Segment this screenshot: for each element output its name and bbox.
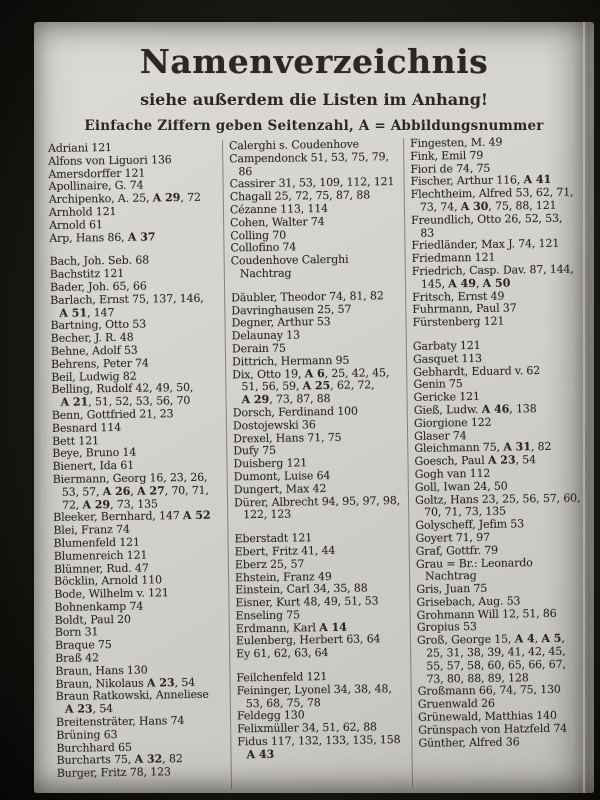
index-entry: Braque 75	[54, 638, 112, 653]
index-entry: Eulenberg, Herbert 63, 64	[235, 632, 381, 648]
index-entry: Campendonck 51, 53, 75, 79, 86	[229, 149, 389, 178]
index-entry: Belling, Rudolf 42, 49, 50, A 21, 51, 52, 53, 56, 70	[51, 381, 194, 409]
index-entry: Bartning, Otto 53	[50, 317, 147, 333]
index-entry: Ebert, Fritz 41, 44	[234, 543, 336, 559]
index-entry: Calerghi s. Coudenhove	[228, 137, 360, 153]
index-entry: Colling 70	[230, 228, 287, 242]
index-entry: Collofino 74	[230, 240, 297, 255]
index-entry: Gruenwald 26	[417, 696, 495, 712]
index-entry: Gleichmann 75, A 31, 82	[414, 440, 552, 456]
index-entry: Adriani 121	[47, 141, 112, 155]
index-entry: Bode, Wilhelm v. 121	[54, 586, 169, 601]
index-entry: Dürer, Albrecht 94, 95, 97, 98, 122, 123	[233, 493, 401, 522]
index-entry: Grisebach, Aug. 53	[416, 594, 521, 609]
page-title: Namenverzeichnis	[139, 42, 489, 81]
index-entry: Cézanne 113, 114	[229, 201, 329, 217]
index-entry: Goltz, Hans 23, 25, 56, 57, 60, 70, 71, 73, 135	[414, 491, 581, 520]
index-entry: Dostojewski 36	[232, 417, 316, 433]
index-entry: Behne, Adolf 53	[50, 343, 138, 358]
index-entry: Fritsch, Ernst 49	[412, 289, 505, 304]
index-entry: Einstein, Carl 34, 35, 88	[235, 581, 368, 597]
index-entry: Gieß, Ludw. A 46, 138	[413, 402, 537, 417]
index-entry: Gropius 53	[416, 620, 477, 635]
legend-note: Einfache Ziffern geben Seitenzahl, A = Abbildungsnummer	[84, 118, 544, 134]
index-section	[229, 138, 398, 281]
index-entry: Bach, Joh. Seb. 68	[49, 253, 150, 269]
index-entry: Feldegg 130	[236, 708, 305, 723]
index-entry: Ehstein, Franz 49	[234, 569, 332, 584]
index-entry: Arnhold 121	[48, 204, 117, 219]
index-entry: Dufy 75	[233, 444, 277, 458]
index-entry: Bett 121	[52, 433, 99, 448]
index-entry: Blumenfeld 121	[53, 535, 140, 550]
index-page	[34, 22, 594, 793]
index-entry: Bienert, Ida 61	[52, 458, 135, 474]
index-section	[236, 670, 404, 762]
index-entry: Fürstenberg 121	[412, 314, 505, 329]
index-entry: Günther, Alfred 36	[418, 735, 520, 750]
index-entry: Grünspach von Hatzfeld 74	[418, 721, 568, 737]
index-entry: Däubler, Theodor 74, 81, 82	[231, 289, 384, 305]
index-entry: Burchhard 65	[56, 740, 132, 755]
index-entry: Davringhausen 25, 57	[231, 302, 352, 317]
index-entry: Amersdorffer 121	[48, 166, 146, 181]
index-entry: Bachstitz 121	[49, 267, 125, 282]
index-entry: Felixmüller 34, 51, 62, 88	[237, 720, 377, 736]
index-entry: Gericke 121	[413, 390, 480, 404]
page-subtitle: siehe außerdem die Listen im Anhang!	[140, 90, 488, 109]
index-entry: Bohnenkamp 74	[54, 599, 144, 614]
index-section	[50, 254, 224, 781]
page-header	[34, 42, 594, 134]
index-entry: Feininger, Lyonel 34, 38, 48, 53, 68, 75, 78	[236, 682, 392, 710]
index-entry: Apollinaire, G. 74	[48, 178, 144, 194]
index-entry: Eberz 25, 57	[234, 557, 305, 572]
index-entry: Barlach, Ernst 75, 137, 146, A 51, 147	[50, 291, 204, 320]
index-entry: Arnold 61	[49, 217, 103, 232]
index-entry: Dix, Otto 19, A 6, 25, 42, 45, 51, 56, 59, A 25, 62, 72, A 29, 73, 87, 88	[232, 365, 390, 407]
index-section	[413, 338, 586, 750]
index-entry: Goll, Iwan 24, 50	[414, 479, 508, 494]
index-column-2	[222, 138, 412, 790]
index-entry: Alfons von Liguori 136	[48, 152, 172, 168]
index-entry: Breitensträter, Hans 74	[56, 714, 185, 729]
index-entry: Fidus 117, 132, 133, 135, 158 A 43	[237, 733, 401, 762]
index-entry: Giorgione 122	[413, 415, 492, 430]
index-entry: Biermann, Georg 16, 23, 26, 53, 57, A 26, A 27, 70, 71, 72, A 29, 73, 135	[52, 470, 209, 512]
index-section	[234, 531, 403, 661]
index-entry: Dittrich, Hermann 95	[231, 353, 350, 369]
index-entry: Feilchenfeld 121	[236, 670, 328, 685]
index-entry: Gogh van 112	[414, 466, 491, 481]
index-entry: Freundlich, Otto 26, 52, 53, 83	[411, 211, 563, 240]
index-entry: Goyert 71, 97	[415, 530, 490, 545]
index-entry: Enseling 75	[235, 608, 300, 623]
index-column-3	[403, 135, 593, 787]
index-entry: Goesch, Paul A 23, 54	[414, 453, 537, 468]
index-entry: Großmann 66, 74, 75, 130	[417, 683, 561, 699]
index-entry: Gris, Juan 75	[416, 581, 488, 596]
index-entry: Boldt, Paul 20	[54, 612, 131, 627]
index-columns	[42, 135, 593, 792]
index-entry: Burger, Fritz 78, 123	[56, 765, 171, 781]
index-entry: Bader, Joh. 65, 66	[49, 279, 147, 294]
index-entry: Ey 61, 62, 63, 64	[236, 646, 329, 661]
index-entry: Glaser 74	[414, 428, 467, 443]
index-entry: Grünewald, Matthias 140	[417, 708, 557, 724]
index-entry: Beil, Ludwig 82	[51, 369, 137, 384]
index-entry: Böcklin, Arnold 110	[54, 573, 162, 589]
index-entry: Dungert, Max 42	[233, 481, 327, 497]
index-entry: Garbaty 121	[412, 338, 481, 353]
index-entry: Fink, Emil 79	[410, 148, 484, 163]
index-entry: Duisberg 121	[233, 456, 308, 471]
index-entry: Friedmann 121	[411, 250, 496, 266]
index-entry: Benn, Gottfried 21, 23	[51, 407, 174, 422]
index-entry: Eberstadt 121	[234, 531, 313, 546]
index-entry: Coudenhove Calerghi Nachtrag	[230, 252, 349, 281]
index-entry: Chagall 25, 72, 75, 87, 88	[229, 188, 371, 204]
index-entry: Grohmann Will 12, 51, 86	[416, 606, 557, 622]
index-entry: Braß 42	[55, 651, 99, 665]
index-entry: Braun Ratkowski, Anneliese A 23, 54	[55, 688, 209, 717]
index-entry: Braun, Hans 130	[55, 663, 148, 678]
index-entry: Blumenreich 121	[53, 548, 148, 563]
index-entry: Gasquet 113	[412, 351, 483, 366]
index-entry: Golyscheff, Jefim 53	[415, 517, 525, 532]
index-entry: Fischer, Arthur 116, A 41	[410, 173, 552, 189]
index-entry: Becher, J. R. 48	[50, 330, 134, 346]
index-entry: Burcharts 75, A 32, 82	[56, 752, 183, 768]
index-entry: Friedländer, Max J. 74, 121	[411, 237, 560, 253]
index-entry: Brüning 63	[56, 727, 118, 742]
index-entry: Archipenko, A. 25, A 29, 72	[48, 190, 201, 207]
index-entry: Dorsch, Ferdinand 100	[232, 404, 358, 420]
index-entry: Bleeker, Bernhard, 147 A 52	[53, 508, 211, 525]
index-entry: Arp, Hans 86, A 37	[49, 230, 156, 245]
index-entry: Degner, Arthur 53	[231, 315, 331, 330]
index-entry: Groß, George 15, A 4, A 5, 25, 31, 38, 39, 41, 42, 45, 55, 57, 58, 60, 65, 66, 67, 73, 80, 88, 89, 128	[416, 632, 566, 686]
index-entry: Delaunay 13	[231, 328, 301, 343]
index-entry: Beye, Bruno 14	[52, 446, 137, 461]
index-entry: Fuhrmann, Paul 37	[412, 301, 517, 317]
index-entry: Drexel, Hans 71, 75	[233, 430, 342, 445]
index-entry: Eisner, Kurt 48, 49, 51, 53	[235, 594, 379, 610]
index-entry: Behrens, Peter 74	[50, 356, 149, 371]
index-entry: Born 31	[54, 625, 99, 640]
index-entry: Graf, Gottfr. 79	[415, 543, 499, 558]
page-edge	[583, 22, 585, 793]
index-entry: Blümner, Rud. 47	[53, 561, 149, 576]
index-entry: Grau = Br.: Leonardo Nachtrag	[415, 555, 533, 583]
index-entry: Friedrich, Casp. Dav. 87, 144, 145, A 49, A 50	[411, 262, 574, 291]
index-entry: Cohen, Walter 74	[230, 214, 325, 230]
index-entry: Flechtheim, Alfred 53, 62, 71, 73, 74, A 30, 75, 88, 121	[410, 185, 574, 214]
index-entry: Braun, Nikolaus A 23, 54	[55, 675, 196, 691]
index-entry: Dumont, Luise 64	[233, 468, 331, 484]
index-section	[410, 136, 580, 330]
index-section	[48, 141, 216, 246]
index-column-1	[42, 140, 231, 791]
index-entry: Fiori de 74, 75	[410, 161, 491, 176]
index-entry: Derain 75	[231, 341, 286, 356]
index-entry: Blei, Franz 74	[53, 522, 130, 537]
index-entry: Genin 75	[413, 377, 463, 392]
index-entry: Cassirer 31, 53, 109, 112, 121	[229, 175, 395, 191]
index-entry: Fingesten, M. 49	[409, 135, 503, 150]
index-entry: Besnard 114	[51, 420, 122, 435]
index-section	[231, 290, 401, 523]
index-entry: Gebhardt, Eduard v. 62	[413, 363, 541, 379]
index-entry: Erdmann, Karl A 14	[235, 620, 347, 636]
